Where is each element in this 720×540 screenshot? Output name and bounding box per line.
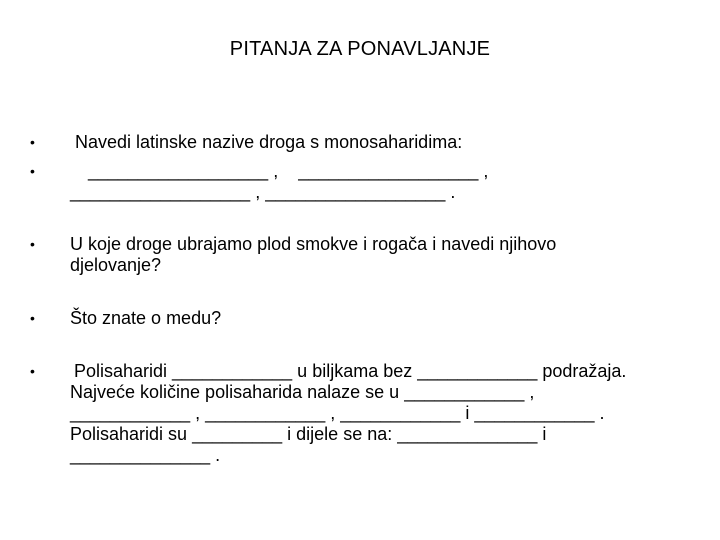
question-text: Navedi latinske nazive droga s monosaharidima: — [75, 132, 463, 152]
question-text: ______________ . — [70, 445, 221, 465]
question-text: Polisaharidi su _________ i dijele se na: ______________ i — [70, 424, 547, 444]
bullet: • — [30, 236, 35, 252]
bullet: • — [30, 134, 35, 150]
page-title: PITANJA ZA PONAVLJANJE — [229, 38, 491, 60]
blank-line: __________________ , __________________ . — [70, 182, 456, 202]
bullet: • — [30, 163, 35, 179]
bullet: • — [30, 310, 35, 326]
question-text: Polisaharidi ____________ u biljkama bez ____________ podražaja. — [74, 361, 627, 381]
question-text: Najveće količine polisaharida nalaze se u ____________ , — [70, 382, 535, 402]
question-text: U koje droge ubrajamo plod smokve i rogača i navedi njihovo — [70, 234, 557, 254]
bullet: • — [30, 363, 35, 379]
blank-line: __________________ , __________________ , — [88, 161, 489, 181]
question-text: djelovanje? — [70, 255, 162, 275]
question-text: Što znate o medu? — [70, 308, 222, 328]
question-text: ____________ , ____________ , ____________ i ____________ . — [70, 403, 605, 423]
